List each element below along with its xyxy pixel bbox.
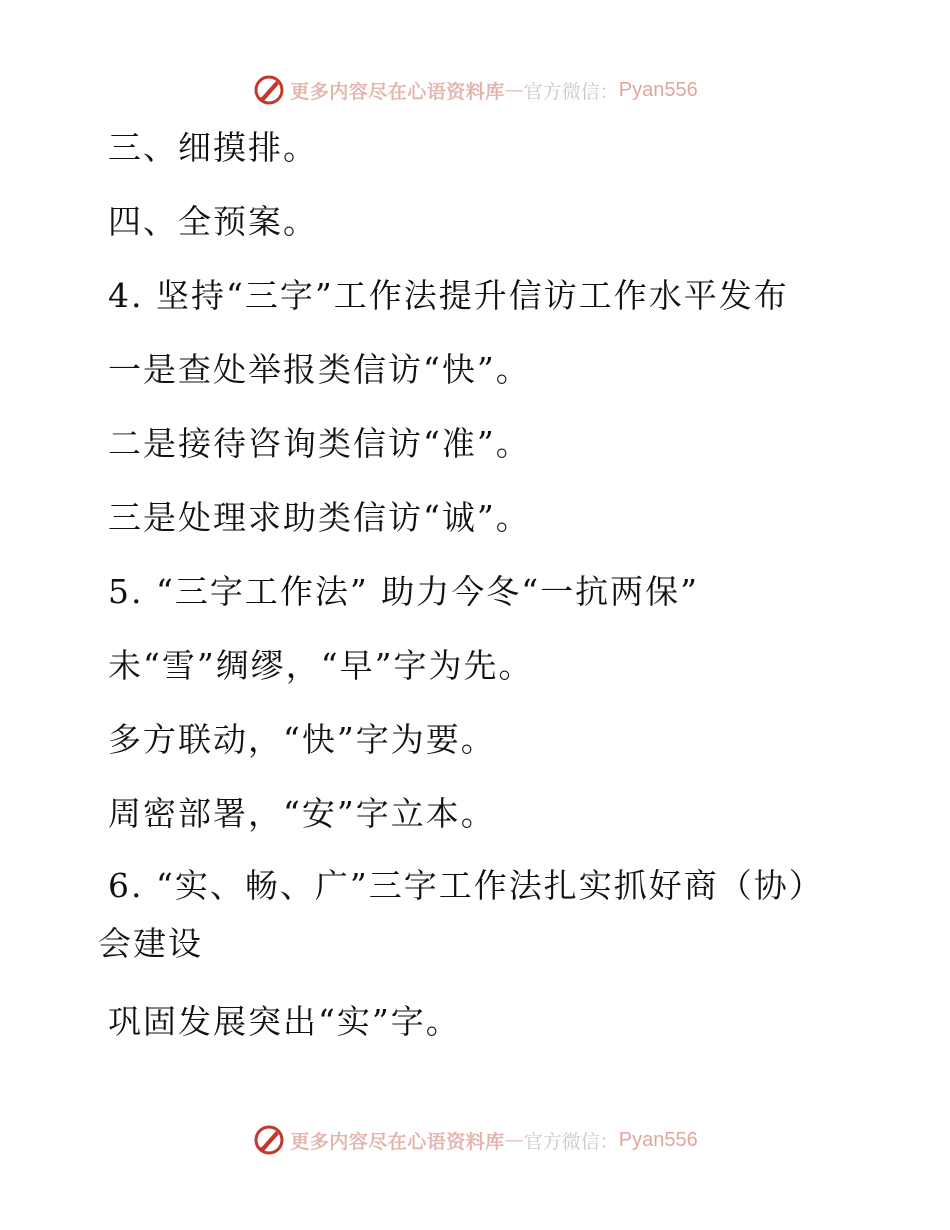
watermark-account: Pyan556 (618, 78, 698, 101)
text-line: 巩固发展突出“实”字。 (108, 1002, 461, 1041)
text-line: 一是查处举报类信访“快”。 (108, 350, 531, 389)
pen-logo-icon (252, 1123, 286, 1157)
text-line: 未“雪”绸缪，“早”字为先。 (108, 646, 534, 685)
watermark-label: 官方微信： (523, 1130, 619, 1153)
footer-watermark (0, 1122, 950, 1158)
watermark-dash: — (504, 1129, 524, 1151)
watermark-dash: — (504, 79, 524, 101)
text-line: 四、全预案。 (108, 202, 318, 241)
heading-line: 6. “实、畅、广”三字工作法扎实抓好商（协） (108, 866, 824, 905)
watermark-site-text: 更多内容尽在心语资料库 (290, 80, 505, 103)
heading-line-continuation: 会建设 (98, 924, 203, 963)
text-line: 二是接待咨询类信访“准”。 (108, 424, 531, 463)
text-line: 周密部署，“安”字立本。 (108, 794, 496, 833)
heading-line: 4. 坚持“三字”工作法提升信访工作水平发布 (108, 276, 789, 315)
watermark-label: 官方微信： (523, 80, 619, 103)
text-line: 三是处理求助类信访“诚”。 (108, 498, 531, 537)
watermark-site-text: 更多内容尽在心语资料库 (290, 1130, 505, 1153)
text-line: 多方联动，“快”字为要。 (108, 720, 496, 759)
heading-line: 5. “三字工作法” 助力今冬“一抗两保” (108, 572, 699, 611)
text-line: 三、细摸排。 (108, 128, 318, 167)
watermark-account: Pyan556 (618, 1128, 698, 1151)
